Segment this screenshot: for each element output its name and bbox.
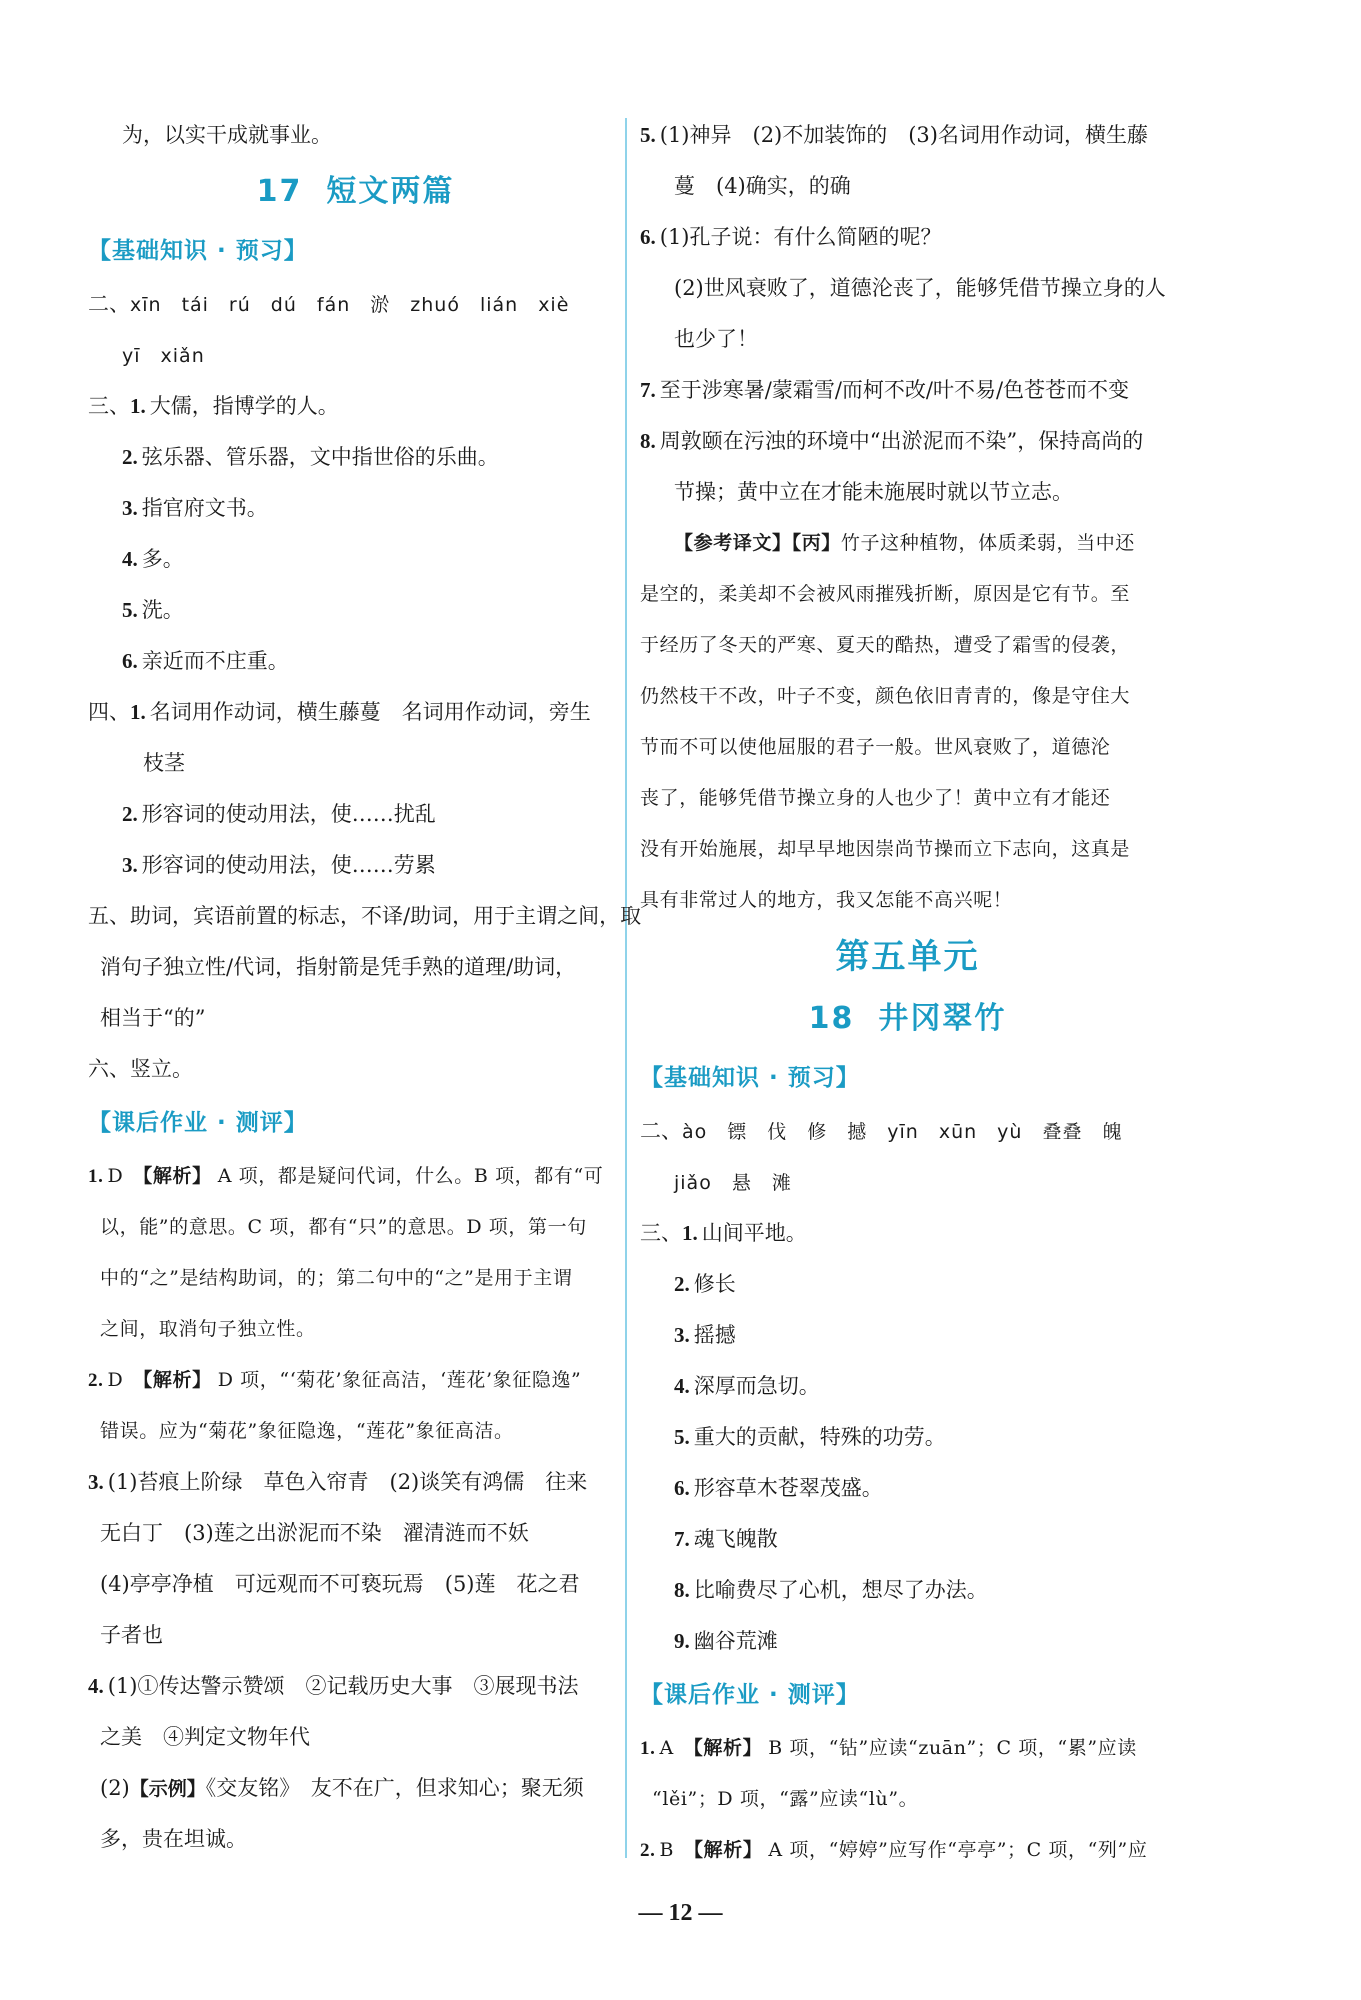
lesson-name: 井冈翠竹 — [878, 1001, 1007, 1036]
answer-5 — [640, 110, 1175, 161]
homework-4-example — [88, 1763, 623, 1814]
item-number: 1. — [640, 1738, 656, 1759]
lesson-number: 17 — [256, 174, 303, 209]
translation-line: 仍然枝干不改，叶子不变，颜色依旧青青的，像是守住大 — [640, 685, 1131, 707]
homework-3-cont: (4)亭亭净植 可远观而不可亵玩焉 (5)莲 花之君 — [100, 1572, 580, 1596]
item-text: 亲近而不庄重。 — [141, 649, 289, 673]
item-number: 3. — [88, 1470, 104, 1494]
homework-1 — [88, 1151, 623, 1202]
answer-text: 竖立。 — [130, 1057, 193, 1081]
homework-1 — [640, 1723, 1175, 1774]
question-prefix: 三、 — [640, 1221, 682, 1245]
item-number: 5. — [640, 123, 656, 147]
item-text: 多。 — [141, 547, 184, 571]
item-text: 形容草木苍翠茂盛。 — [693, 1476, 883, 1500]
item-text: 洗。 — [141, 598, 184, 622]
item-number: 5. — [674, 1425, 690, 1449]
answer-3-item-5 — [88, 585, 623, 636]
answer-3-item-2 — [88, 432, 623, 483]
answer-4-item-1 — [88, 687, 623, 738]
item-number: 3. — [122, 853, 138, 877]
translation-line: 是空的，柔美却不会被风雨摧残折断，原因是它有节。至 — [640, 583, 1131, 605]
translation-line: 没有开始施展，却早早地因崇尚节操而立下志向，这真是 — [640, 838, 1131, 860]
item-number: 6. — [674, 1476, 690, 1500]
item-text: 名词用作动词，横生藤蔓 名词用作动词，旁生 — [149, 700, 591, 724]
analysis-tag: 【解析】 — [133, 1369, 212, 1391]
item-number: 2. — [122, 802, 138, 826]
homework-4-cont: 之美 ④判定文物年代 — [100, 1725, 310, 1749]
item-number: 3. — [674, 1323, 690, 1347]
item-number: 3. — [122, 496, 138, 520]
question-prefix: 五、 — [88, 904, 130, 928]
item-text: 形容词的使动用法，使……扰乱 — [141, 802, 436, 826]
item-number: 8. — [640, 429, 656, 453]
answer-3-item-7 — [640, 1514, 1175, 1565]
item-number: 7. — [640, 378, 656, 402]
item-number: 1. — [682, 1221, 698, 1245]
analysis-text: B 项，“钻”应读“zuān”；C 项，“累”应读 — [768, 1737, 1137, 1759]
item-text: 魂飞魄散 — [693, 1527, 778, 1551]
answer-4-item-1-cont: 枝茎 — [143, 751, 185, 775]
answer-letter: D — [107, 1369, 124, 1391]
item-number: 1. — [130, 700, 146, 724]
homework-3-cont: 无白丁 (3)莲之出淤泥而不染 濯清涟而不妖 — [100, 1521, 529, 1545]
answer-4-item-3 — [88, 840, 623, 891]
answer-8-cont: 节操；黄中立在才能未施展时就以节立志。 — [674, 480, 1073, 504]
item-number: 5. — [122, 598, 138, 622]
item-text: 指官府文书。 — [141, 496, 268, 520]
answer-text: (1)苔痕上阶绿 草色入帘青 (2)谈笑有鸿儒 往来 — [107, 1470, 588, 1494]
answer-3-item-6 — [640, 1463, 1175, 1514]
item-number: 2. — [88, 1370, 104, 1391]
homework-4-cont: 多，贵在坦诚。 — [100, 1827, 247, 1851]
homework-2 — [88, 1355, 623, 1406]
translation-line: 节而不可以使他屈服的君子一般。世风衰败了，道德沦 — [640, 736, 1111, 758]
answer-3-item-3 — [88, 483, 623, 534]
homework-4 — [88, 1661, 623, 1712]
homework-1-cont: 以，能”的意思。C 项，都有“只”的意思。D 项，第一句 — [100, 1216, 587, 1238]
item-text: 重大的贡献，特殊的功劳。 — [693, 1425, 946, 1449]
column-divider — [625, 118, 627, 1858]
answer-6 — [640, 212, 1175, 263]
homework-2 — [640, 1825, 1175, 1876]
page-number: — 12 — — [638, 1900, 723, 1926]
analysis-tag: 【解析】 — [133, 1165, 212, 1187]
answer-3-item-4 — [640, 1361, 1175, 1412]
answer-2-cont — [640, 1157, 1175, 1208]
analysis-text: A 项，“婷婷”应写作“亭亭”；C 项，“列”应 — [768, 1839, 1148, 1861]
item-number: 4. — [674, 1374, 690, 1398]
reference-translation — [640, 518, 1175, 569]
example-text: 《交友铭》 友不在广，但求知心；聚无须 — [205, 1776, 584, 1800]
answer-letter: D — [107, 1165, 124, 1187]
answer-2 — [88, 279, 623, 330]
question-prefix: 二、 — [88, 292, 130, 316]
pinyin-line: yī xiǎn — [122, 345, 205, 367]
question-prefix: 三、 — [88, 394, 130, 418]
answer-letter: A — [659, 1737, 674, 1759]
section-heading-homework: 【课后作业 · 测评】 — [640, 1682, 860, 1708]
pinyin-line: xīn tái rú dú fán 淤 zhuó lián xiè — [130, 294, 570, 316]
homework-2-cont: 错误。应为“菊花”象征隐逸，“莲花”象征高洁。 — [100, 1420, 514, 1442]
answer-text: 助词，宾语前置的标志，不译/助词，用于主谓之间，取 — [130, 904, 642, 928]
answer-6-cont: (2)世风衰败了，道德沦丧了，能够凭借节操立身的人 — [674, 276, 1166, 300]
item-number: 2. — [674, 1272, 690, 1296]
answer-letter: B — [659, 1839, 675, 1861]
homework-1-cont: “lěi”；D 项，“露”应读“lù”。 — [652, 1788, 919, 1810]
answer-3-item-3 — [640, 1310, 1175, 1361]
pinyin-line: ào 镖 伐 修 撼 yīn xūn yù 叠叠 魄 — [682, 1121, 1123, 1143]
item-text: 山间平地。 — [701, 1221, 807, 1245]
item-number: 4. — [122, 547, 138, 571]
homework-3-cont: 子者也 — [100, 1623, 163, 1647]
answer-3-item-9 — [640, 1616, 1175, 1667]
section-heading-homework: 【课后作业 · 测评】 — [88, 1110, 308, 1136]
item-number: 8. — [674, 1578, 690, 1602]
item-number: 4. — [88, 1674, 104, 1698]
answer-6 — [88, 1044, 623, 1095]
analysis-tag: 【解析】 — [684, 1839, 763, 1861]
translation-text: 竹子这种植物，体质柔弱，当中还 — [840, 532, 1135, 554]
sub-number: (2) — [100, 1776, 130, 1800]
question-prefix: 六、 — [88, 1057, 130, 1081]
translation-line: 于经历了冬天的严寒、夏天的酷热，遭受了霜雪的侵袭， — [640, 634, 1131, 656]
item-number: 1. — [130, 394, 146, 418]
translation-line: 具有非常过人的地方，我又怎能不高兴呢！ — [640, 889, 1013, 911]
answer-3-item-5 — [640, 1412, 1175, 1463]
item-text: 摇撼 — [693, 1323, 736, 1347]
analysis-text: D 项，“‘菊花’象征高洁，‘莲花’象征隐逸” — [217, 1369, 582, 1391]
answer-5-cont: 蔓 (4)确实，的确 — [674, 174, 851, 198]
analysis-tag: 【解析】 — [683, 1737, 763, 1759]
answer-3-item-6 — [88, 636, 623, 687]
answer-text: (1)①传达警示赞颂 ②记载历史大事 ③展现书法 — [107, 1674, 579, 1698]
item-text: 形容词的使动用法，使……劳累 — [141, 853, 436, 877]
answer-text: (1)孔子说：有什么简陋的呢？ — [659, 225, 942, 249]
answer-4-item-2 — [88, 789, 623, 840]
answer-8 — [640, 416, 1175, 467]
answer-3-item-2 — [640, 1259, 1175, 1310]
section-heading-preview: 【基础知识 · 预习】 — [640, 1065, 860, 1091]
item-number: 2. — [122, 445, 138, 469]
item-number: 6. — [640, 225, 656, 249]
lesson-number: 18 — [808, 1001, 855, 1036]
lesson-17-title — [88, 161, 623, 223]
item-number: 1. — [88, 1166, 104, 1187]
translation-line: 丧了，能够凭借节操立身的人也少了！黄中立有才能还 — [640, 787, 1111, 809]
lesson-name: 短文两篇 — [326, 174, 455, 209]
answer-5 — [88, 891, 642, 942]
item-text: 大儒，指博学的人。 — [149, 394, 339, 418]
left-column — [88, 110, 642, 1865]
item-text: 深厚而急切。 — [693, 1374, 820, 1398]
question-prefix: 二、 — [640, 1119, 682, 1143]
answer-3-item-4 — [88, 534, 623, 585]
item-number: 7. — [674, 1527, 690, 1551]
answer-text: 周敦颐在污浊的环境中“出淤泥而不染”，保持高尚的 — [659, 429, 1144, 453]
question-prefix: 四、 — [88, 700, 130, 724]
homework-1-cont: 之间，取消句子独立性。 — [100, 1318, 316, 1340]
pinyin-line: jiǎo 悬 滩 — [674, 1172, 792, 1194]
item-text: 幽谷荒滩 — [693, 1629, 778, 1653]
section-heading-preview: 【基础知识 · 预习】 — [88, 238, 308, 264]
answer-2 — [640, 1106, 1175, 1157]
unit-5-title: 第五单元 — [835, 937, 980, 977]
item-number: 2. — [640, 1840, 656, 1861]
lesson-18-title — [640, 988, 1175, 1050]
answer-text: 至于涉寒暑/蒙霜雪/而柯不改/叶不易/色苍苍而不变 — [659, 378, 1130, 402]
answer-3-item-1 — [88, 381, 623, 432]
answer-2-cont — [88, 330, 623, 381]
item-number: 9. — [674, 1629, 690, 1653]
answer-5-cont: 消句子独立性/代词，指射箭是凭手熟的道理/助词， — [100, 955, 577, 979]
continued-text: 为，以实干成就事业。 — [122, 123, 332, 147]
homework-3 — [88, 1457, 623, 1508]
answer-3-item-1 — [640, 1208, 1175, 1259]
analysis-text: A 项，都是疑问代词，什么。B 项，都有“可 — [217, 1165, 604, 1187]
translation-tag: 【参考译文】【丙】 — [674, 532, 841, 554]
homework-1-cont: 中的“之”是结构助词，的；第二句中的“之”是用于主谓 — [100, 1267, 573, 1289]
item-text: 比喻费尽了心机，想尽了办法。 — [693, 1578, 988, 1602]
answer-6-cont: 也少了！ — [674, 327, 758, 351]
answer-3-item-8 — [640, 1565, 1175, 1616]
item-text: 弦乐器、管乐器，文中指世俗的乐曲。 — [141, 445, 499, 469]
right-column — [640, 110, 1175, 1876]
answer-7 — [640, 365, 1175, 416]
example-tag: 【示例】 — [129, 1778, 206, 1800]
answer-text: (1)神异 (2)不加装饰的 (3)名词用作动词，横生藤 — [659, 123, 1148, 147]
item-number: 6. — [122, 649, 138, 673]
answer-5-cont: 相当于“的” — [100, 1006, 206, 1030]
item-text: 修长 — [693, 1272, 736, 1296]
